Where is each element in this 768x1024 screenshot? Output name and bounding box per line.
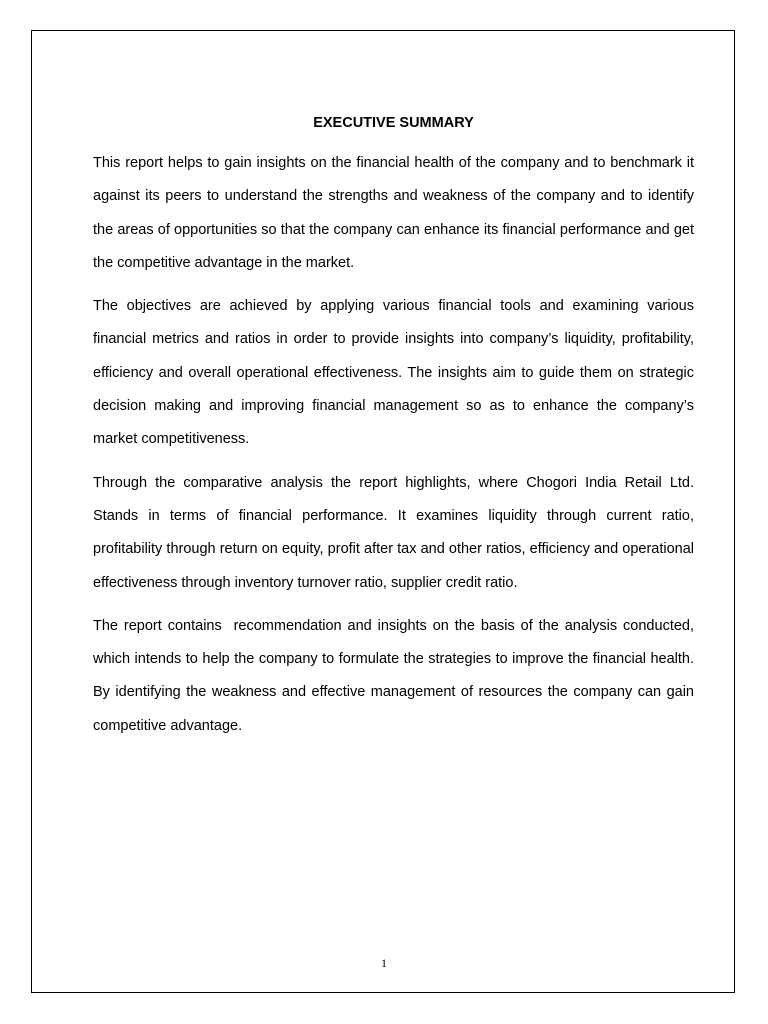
document-body (93, 113, 699, 753)
paragraph-2: The objectives are achieved by applying various financial tools and examining various financial metrics and ratios in order to provide insights into company’s liquidity, profitability, efficiency and overall operational effectiveness. The insights aim to guide them on strategic decision making and improving financial management so as to enhance the company’s market competitiveness. (93, 298, 694, 448)
paragraph-3: Through the comparative analysis the report highlights, where Chogori India Retail Ltd. Stands in terms of financial performance. It examines liquidity through current ratio, profitability through return on equity, profit after tax and other ratios, efficiency and operational effectiveness through inventory turnover ratio, supplier credit ratio. (93, 474, 694, 591)
page-title: EXECUTIVE SUMMARY (313, 115, 474, 131)
paragraph-4: The report contains recommendation and insights on the basis of the analysis conducted, which intends to help the company to formulate the strategies to improve the financial health. By identifying the weakness and effective management of resources the company can gain competitive advantage. (93, 617, 699, 734)
page-number: 1 (381, 956, 387, 970)
paragraph-1: This report helps to gain insights on the financial health of the company and to benchmark it against its peers to understand the strengths and weakness of the company and to identify the areas of opportunities so that the company can enhance its financial performance and get the competitive advantage in the market. (93, 155, 694, 271)
